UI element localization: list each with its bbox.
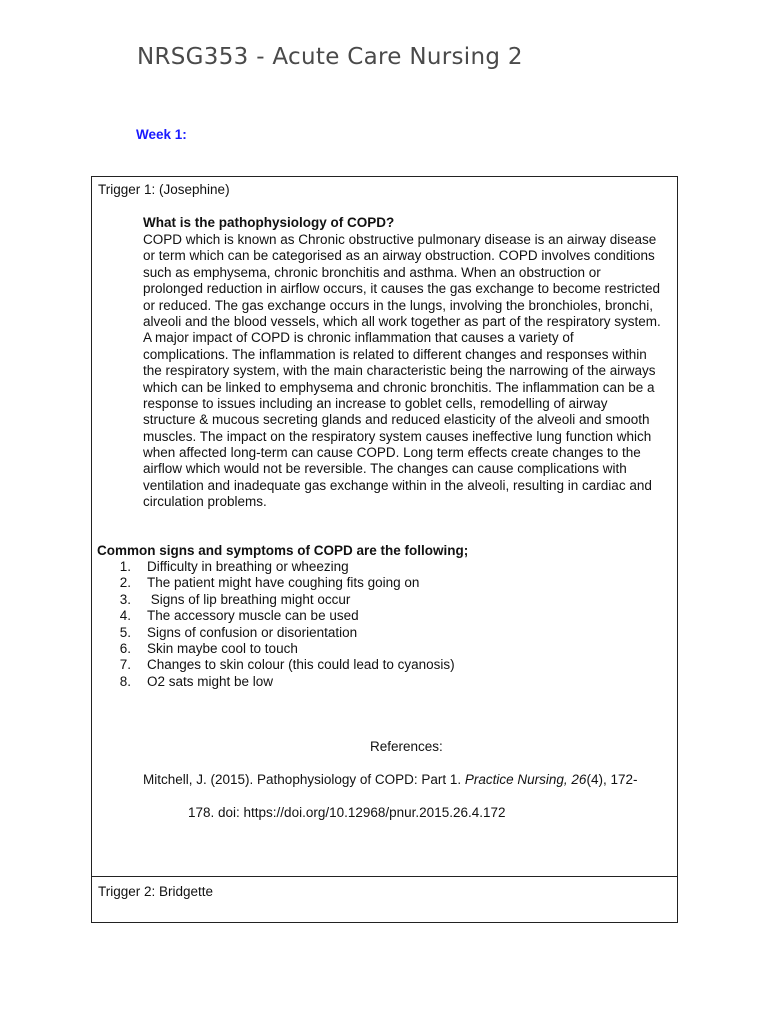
list-item [91,657,591,673]
list-item [91,674,591,690]
list-number: 2. [119,575,131,591]
list-number: 6. [119,640,131,656]
paragraph-line: the respiratory system, with the main characteristic being the narrowing of the airways [143,363,656,379]
paragraph-line: or term which can be categorised as an airway obstruction. COPD involves conditions [143,248,655,264]
list-item [91,608,591,624]
list-number: 3. [119,591,131,607]
references-heading: References: [370,739,443,754]
paragraph-line: muscles. The impact on the respiratory system causes ineffective lung function which [143,428,652,444]
paragraph-line: or reduced. The gas exchange occurs in the lungs, involving the bronchioles, bronchi, [143,297,654,313]
signs-heading: Common signs and symptoms of COPD are the following; [97,543,469,558]
paragraph-line: airflow which would not be reversible. The changes can cause complications with [143,461,627,477]
trigger-1-label: Trigger 1: (Josephine) [98,182,230,197]
list-item [91,559,591,575]
question-heading: What is the pathophysiology of COPD? [143,215,395,230]
list-text: Signs of lip breathing might occur [147,591,351,607]
paragraph-line: alveoli and the blood vessels, which all work together as part of the respiratory system. [143,313,661,329]
list-number: 7. [119,657,131,673]
list-item [91,641,591,657]
reference-entry [143,772,637,788]
list-text: The accessory muscle can be used [147,608,359,624]
trigger-2-label: Trigger 2: Bridgette [98,884,214,899]
list-item [91,575,591,591]
signs-list [91,559,591,690]
paragraph-line: prolonged reduction in airflow occurs, it causes the gas exchange to become restricted [143,281,661,297]
list-item [91,592,591,608]
list-number: 5. [119,624,131,640]
list-text: Skin maybe cool to touch [147,640,298,656]
list-text: Difficulty in breathing or wheezing [147,559,349,574]
paragraph-line: response to issues including an increase to goblet cells, remodelling of airway [143,395,608,411]
paragraph-line: which can be linked to emphysema and chronic bronchitis. The inflammation can be a [143,379,655,395]
reference-doi: 178. doi: https://doi.org/10.12968/pnur.2015.26.4.172 [188,805,506,820]
paragraph-line: circulation problems. [143,494,267,510]
reference-journal: Practice Nursing, 26 [464,772,587,787]
paragraph-line: COPD which is known as Chronic obstructive pulmonary disease is an airway disease [143,232,657,247]
list-number: 8. [119,673,131,689]
reference-issue: (4), 172- [586,772,638,787]
paragraph-line: such as emphysema, chronic bronchitis and asthma. When an obstruction or [143,264,601,280]
week-heading: Week 1: [136,127,187,142]
paragraph-line: when affected long-term can cause COPD. Long term effects create changes to the [143,445,641,461]
reference-text: Mitchell, J. (2015). Pathophysiology of COPD: Part 1. [143,772,465,787]
list-text: O2 sats might be low [147,673,274,689]
list-text: The patient might have coughing fits going on [147,575,420,591]
list-text: Changes to skin colour (this could lead to cyanosis) [147,657,455,673]
paragraph-line: complications. The inflammation is related to different changes and responses within [143,346,647,362]
paragraph-line: structure & mucous secreting glands and reduced elasticity of the alveoli and smooth [143,412,650,428]
paragraph-line: A major impact of COPD is chronic inflammation that causes a variety of [143,330,574,346]
paragraph-line: ventilation and inadequate gas exchange within in the alveoli, resulting in cardiac and [143,477,652,493]
list-item [91,625,591,641]
list-number: 4. [119,608,131,624]
page-title: NRSG353 - Acute Care Nursing 2 [137,44,523,70]
list-text: Signs of confusion or disorientation [147,624,358,640]
list-number: 1. [119,559,131,574]
row-divider [91,876,678,877]
pathophysiology-paragraph [143,232,661,511]
